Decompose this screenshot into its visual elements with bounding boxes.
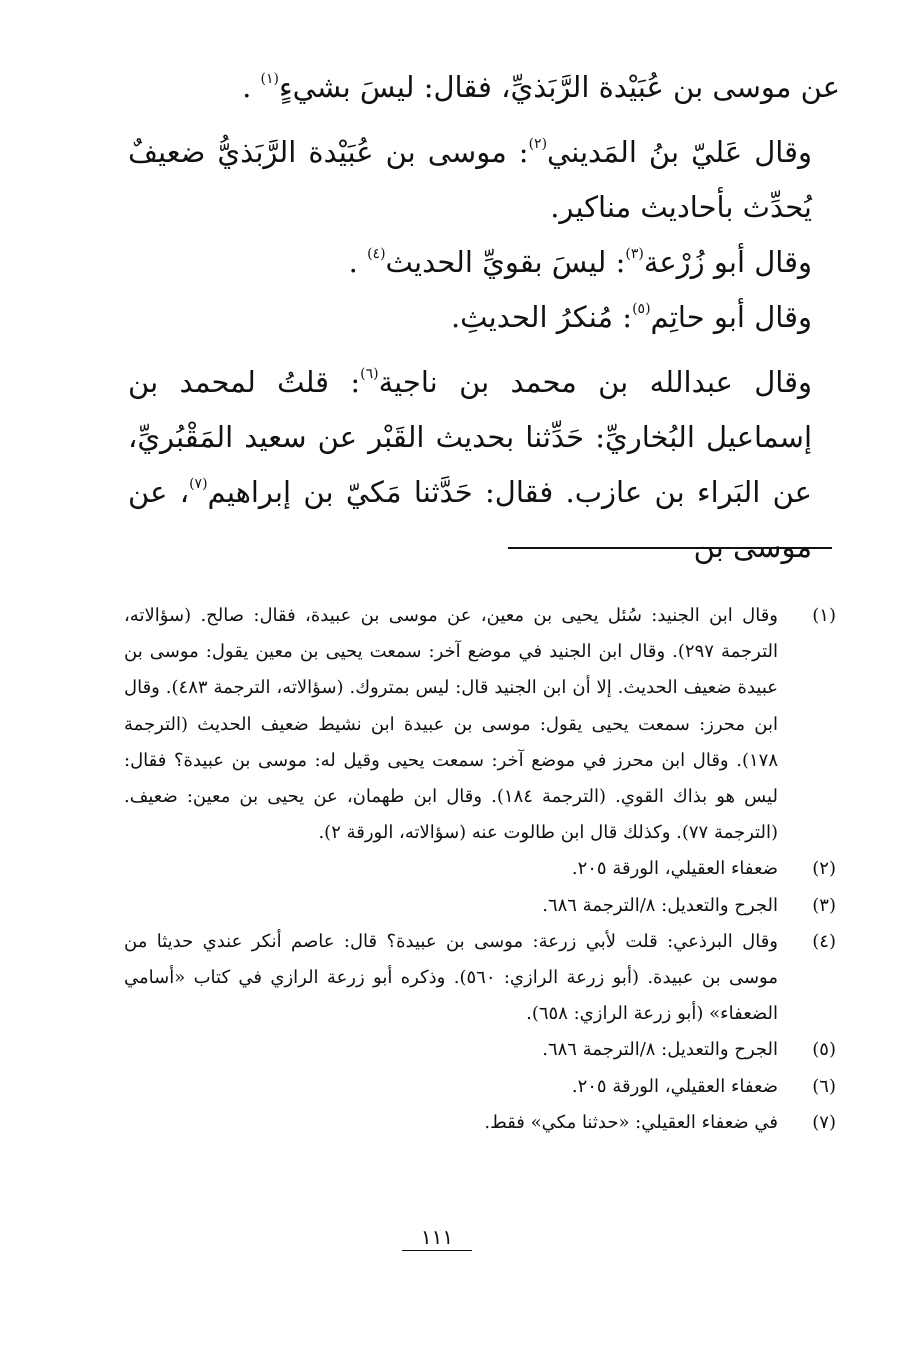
main-text [128, 60, 840, 575]
footnote-ref: (٤) [367, 246, 386, 262]
text-line: : قلتُ لمحمد بن إسماعيل البُخاريِّ: حَدِّثنا بحديث القَبْر عن سعيد المَقْبُريِّ، عن البَراء بن عازب. فقال: حَدَّثنا مَكيّ بن إبراهيم [128, 365, 812, 509]
footnote-text: وقال البرذعي: قلت لأبي زرعة: موسى بن عبيدة؟ قال: عاصم أنكر عندي حديثا من موسى بن عبيدة. (أبو زرعة الرازي: ٥٦٠). وذكره أبو زرعة الرازي في كتاب «أسامي الضعفاء» (أبو زرعة الرازي: ٦٥٨). [124, 930, 778, 1025]
footnote-5 [124, 1032, 840, 1068]
footnote-text: الجرح والتعديل: ٨/الترجمة ٦٨٦. [542, 894, 778, 916]
paragraph-4 [128, 290, 840, 345]
footnote-number: (٢) [812, 858, 836, 880]
text-line: وقال أبو زُرْعة [643, 245, 812, 279]
footnote-ref: (٧) [189, 476, 208, 492]
footnote-4 [124, 924, 840, 1033]
footnote-2 [124, 851, 840, 887]
text-line: : مُنكرُ الحديثِ. [450, 300, 633, 334]
footnote-text: ضعفاء العقيلي، الورقة ٢٠٥. [571, 1075, 778, 1097]
footnote-ref: (٦) [360, 366, 379, 382]
footnote-number: (٥) [812, 1039, 836, 1061]
paragraph-1: عن موسى بن عُبَيْدة الرَّبَذيِّ، فقال: ليسَ بشيءٍ$^{(١)}$ . [242, 70, 840, 104]
footnote-text: وقال ابن الجنيد: سُئل يحيى بن معين، عن موسى بن عبيدة، فقال: صالح. (سؤالاته، الترجمة ٢٩٧). وقال ابن الجنيد في موضع آخر: سمعت يحيى بن معين يقول: موسى بن عبيدة ضعيف الحديث. إلا أن ابن الجنيد قال: ليس بمتروك. (سؤالاته، الترجمة ٤٨٣). وقال ابن محرز: سمعت يحيى يقول: موسى بن عبيدة ابن نشيط ضعيف الحديث (الترجمة ١٧٨). وقال ابن محرز في موضع آخر: سمعت يحيى وقيل له: موسى بن عبيدة؟ فقال: ليس هو بذاك القوي. (الترجمة ١٨٤). وقال ابن طهمان، عن يحيى بن معين: ضعيف. (الترجمة ٧٧). وكذلك قال ابن طالوت عنه (سؤالاته، الورقة ٢). [124, 605, 779, 844]
footnote-number: (٦) [812, 1075, 836, 1097]
footnotes [124, 598, 840, 1141]
footnote-text: الجرح والتعديل: ٨/الترجمة ٦٨٦. [542, 1039, 778, 1061]
footnote-separator [508, 547, 832, 549]
text-line: عن موسى بن عُبَيْدة الرَّبَذيِّ، فقال: ليسَ بشيءٍ [278, 70, 840, 104]
footnote-1 [124, 598, 840, 851]
text-line: وقال أبو حاتِم [650, 300, 812, 334]
footnote-6 [124, 1069, 840, 1105]
text-line: وقال عَليّ بنُ المَديني [547, 135, 812, 169]
footnote-number: (١) [812, 605, 836, 626]
footnote-number: (٧) [812, 1111, 836, 1133]
paragraph-2 [128, 125, 840, 235]
footnote-3 [124, 888, 840, 924]
footnote-ref: (١) [260, 71, 279, 87]
footnote-ref: (٢) [528, 136, 548, 152]
text-line: : ليسَ بقويِّ الحديث [385, 245, 626, 279]
footnote-ref: (٥) [632, 301, 651, 317]
footnote-number: (٤) [812, 930, 836, 952]
text-line: وقال عبدالله بن محمد بن ناجية [378, 365, 812, 399]
paragraph-3: وقال أبو زُرْعة$^{(٣)}$: ليسَ بقويِّ الحديث$^{(٤)}$ . [348, 245, 812, 279]
text-line: ، عن موسى بن [128, 475, 812, 564]
footnote-7 [124, 1105, 840, 1141]
text-line: : موسى بن عُبَيْدة الرَّبَذيُّ ضعيفٌ يُحدِّث بأحاديث مناكير. [128, 135, 812, 224]
paragraph-5 [128, 355, 840, 575]
footnote-number: (٣) [812, 894, 836, 916]
footnote-ref: (٣) [625, 246, 644, 262]
footnote-text: في ضعفاء العقيلي: «حدثنا مكي» فقط. [484, 1111, 778, 1133]
footnote-text: ضعفاء العقيلي، الورقة ٢٠٥. [571, 858, 778, 880]
page-number: ١١١ [402, 1224, 472, 1251]
